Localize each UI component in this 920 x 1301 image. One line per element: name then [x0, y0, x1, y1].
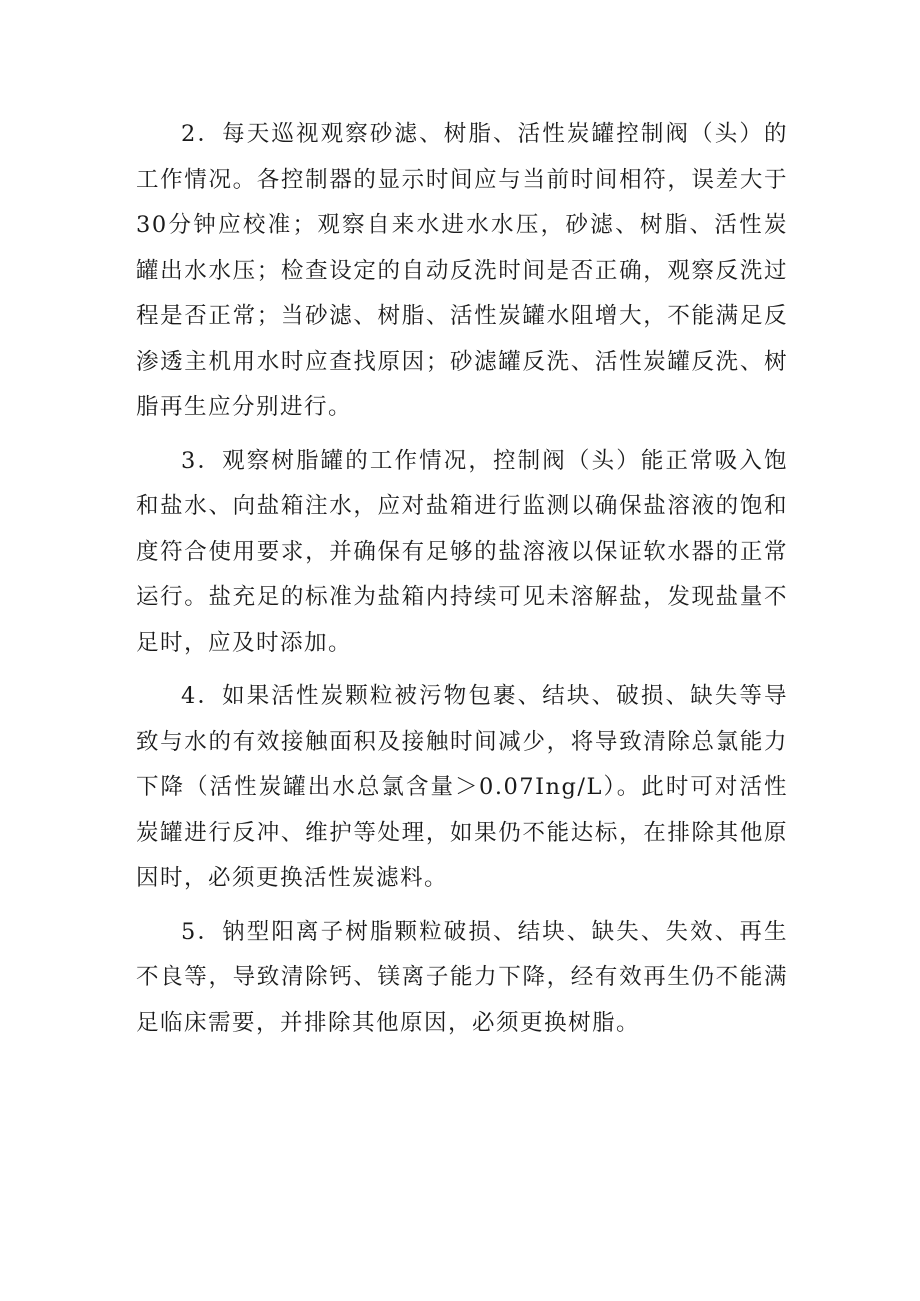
paragraph-item-2: 2．每天巡视观察砂滤、树脂、活性炭罐控制阀（头）的工作情况。各控制器的显示时间应与当前时间相符，误差大于30分钟应校准；观察自来水进水水压，砂滤、树脂、活性炭罐出水水压；检查设定的自动反洗时间是否正确，观察反洗过程是否正常；当砂滤、树脂、活性炭罐水阻增大，不能满足反渗透主机用水时应查找原因；砂滤罐反洗、活性炭罐反洗、树脂再生应分别进行。: [136, 121, 788, 420]
paragraph-item-5: 5．钠型阳离子树脂颗粒破损、结块、缺失、失效、再生不良等，导致清除钙、镁离子能力下降，经有效再生仍不能满足临床需要，并排除其他原因，必须更换树脂。: [136, 918, 788, 1036]
document-body: [136, 112, 788, 1054]
paragraph-item-3: 3．观察树脂罐的工作情况，控制阀（头）能正常吸入饱和盐水、向盐箱注水，应对盐箱进行监测以确保盐溶液的饱和度符合使用要求，并确保有足够的盐溶液以保证软水器的正常运行。盐充足的标准为盐箱内持续可见未溶解盐，发现盐量不足时，应及时添加。: [136, 447, 788, 656]
paragraph-item-4: 4．如果活性炭颗粒被污物包裹、结块、破损、缺失等导致与水的有效接触面积及接触时间减少，将导致清除总氯能力下降（活性炭罐出水总氯含量＞0.07Ing/L）。此时可对活性炭罐进行反冲、维护等处理，如果仍不能达标，在排除其他原因时，必须更换活性炭滤料。: [136, 683, 788, 891]
